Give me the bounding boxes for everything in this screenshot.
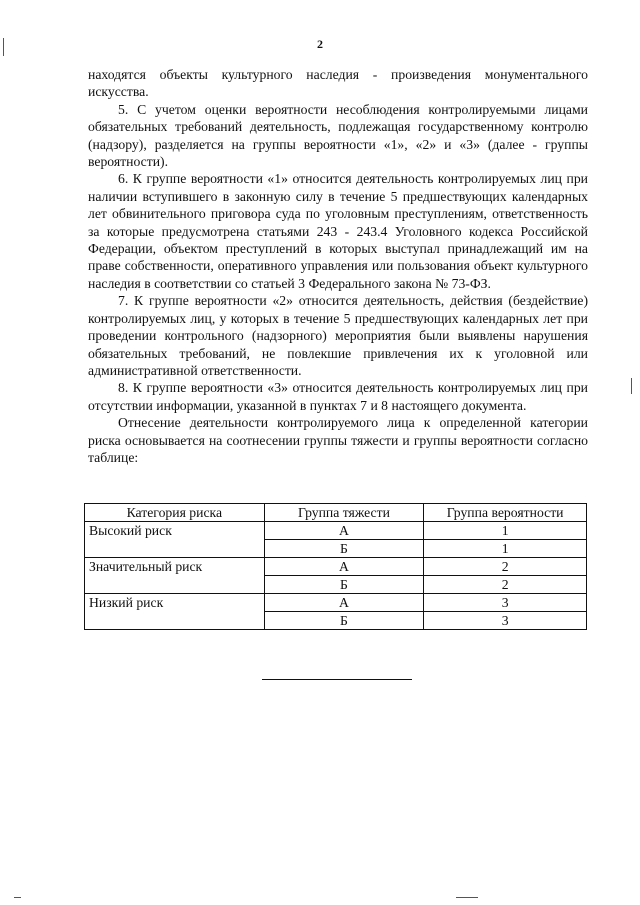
table-row (85, 522, 587, 540)
probability-cell: 1 (424, 522, 587, 540)
severity-cell: А (264, 594, 424, 612)
header-severity-group: Группа тяжести (264, 504, 424, 522)
header-risk-category: Категория риска (85, 504, 265, 522)
severity-cell: Б (264, 612, 424, 630)
probability-cell: 3 (424, 612, 587, 630)
page-number: 2 (317, 37, 323, 51)
paragraph-item-5: 5. С учетом оценки вероятности несоблюдения контролируемыми лицами обязательных требований деятельность, подлежащая государственному контролю (надзору), разделяется на группы вероятности «1», «2» и «3» (далее - группы вероятности). (88, 101, 588, 170)
severity-cell: Б (264, 576, 424, 594)
end-separator-line (262, 679, 412, 680)
severity-cell: А (264, 522, 424, 540)
risk-category-cell: Низкий риск (85, 594, 265, 630)
risk-category-cell: Высокий риск (85, 522, 265, 558)
paragraph-item-7: 7. К группе вероятности «2» относится деятельность, действия (бездействие) контролируемых лиц, у которых в течение 5 предшествующих календарных лет при проведении контрольного (надзорного) мероприятия были выявлены нарушения обязательных требований, не повлекшие привлечения их к уголовной или административной ответственности. (88, 293, 588, 378)
table-row (85, 558, 587, 576)
risk-category-cell: Значительный риск (85, 558, 265, 594)
risk-category-table (84, 503, 587, 630)
table-header-row (85, 504, 587, 522)
document-body (88, 66, 588, 466)
probability-cell: 2 (424, 576, 587, 594)
severity-cell: А (264, 558, 424, 576)
probability-cell: 2 (424, 558, 587, 576)
severity-cell: Б (264, 540, 424, 558)
header-probability-group: Группа вероятности (424, 504, 587, 522)
paragraph-table-intro: Отнесение деятельности контролируемого лица к определенной категории риска основывается на соотнесении группы тяжести и группы вероятности согласно таблице: (88, 415, 588, 465)
table-row (85, 594, 587, 612)
probability-cell: 3 (424, 594, 587, 612)
paragraph-item-6: 6. К группе вероятности «1» относится деятельность контролируемых лиц при наличии вступившего в законную силу в течение 5 предшествующих календарных лет обвинительного приговора суда по уголовным преступлениям, ответственность за которые предусмотрена статьями 243 - 243.4 Уголовного кодекса Российской Федерации, объектом преступлений в которых выступал принадлежащий им на праве собственности, оперативного управления или пользования объект культурного наследия в соответствии со статьей 3 Федерального закона № 73-ФЗ. (88, 171, 588, 291)
paragraph-item-8: 8. К группе вероятности «3» относится деятельность контролируемых лиц при отсутствии информации, указанной в пунктах 7 и 8 настоящего документа. (88, 380, 588, 413)
paragraph-continuation: находятся объекты культурного наследия - произведения монументального искусства. (88, 67, 588, 100)
scan-edge-mark (456, 897, 478, 898)
scan-edge-mark (14, 897, 21, 898)
probability-cell: 1 (424, 540, 587, 558)
scan-edge-mark (631, 378, 632, 394)
